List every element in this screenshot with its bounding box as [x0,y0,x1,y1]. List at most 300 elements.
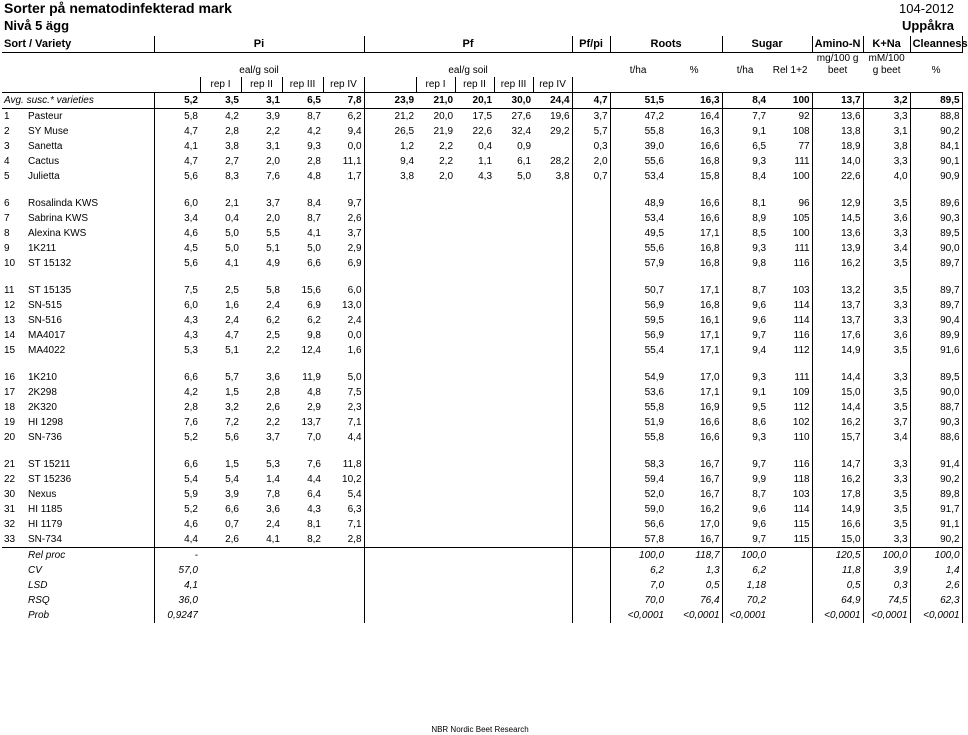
table-cell: 5,7 [225,372,239,383]
table-cell [494,298,533,313]
stats-row [2,578,962,593]
table-row [2,400,962,415]
table-cell: 2,1 [225,198,239,209]
table-cell [455,532,494,548]
table-cell: 21,0 [416,93,455,109]
table-cell: 8,9 [752,213,767,224]
table-cell [364,298,416,313]
table-cell: 54,9 [644,372,665,383]
stat-cell [572,578,610,593]
table-cell: 5,2 [184,504,198,515]
stat-cell [455,593,494,608]
variety-number: 22 [4,474,16,485]
table-cell: 8,4 [752,171,767,182]
spacer-cell [241,445,282,457]
table-cell: 111 [768,154,812,169]
spacer-cell [416,358,455,370]
table-cell [364,472,416,487]
table-cell: 4,4 [323,430,364,445]
table-row [2,472,962,487]
table-cell: 4,9 [266,258,280,269]
stat-cell [533,593,572,608]
table-cell: 91,6 [910,343,962,358]
table-cell: 13,6 [812,226,863,241]
variety-cell [2,256,154,271]
table-cell: 24,4 [533,93,572,109]
spacer-cell [282,445,323,457]
col-clean: Cleanness [910,36,962,53]
rep-label: rep I [416,77,455,93]
variety-cell [2,457,154,472]
stat-cell: 0,9247 [167,610,198,621]
table-cell [572,517,610,532]
table-cell: 103 [768,487,812,502]
table-cell: 59,4 [644,474,665,485]
table-cell: 118 [768,472,812,487]
stat-cell: 6,2 [752,565,767,576]
unit-roots-tha: t/ha [629,65,647,76]
table-cell [364,211,416,226]
table-cell [455,211,494,226]
table-cell: 15,0 [812,385,863,400]
table-cell [364,502,416,517]
table-cell: 2,3 [323,400,364,415]
table-cell: 6,1 [517,156,532,167]
stat-cell [200,608,241,623]
table-cell: 16,8 [666,241,722,256]
table-cell [572,415,610,430]
table-cell [494,517,533,532]
table-cell [572,283,610,298]
footer-credit: NBR Nordic Beet Research [431,725,529,734]
table-cell: 4,6 [184,228,198,239]
table-cell: 14,4 [812,400,863,415]
table-cell: 3,3 [863,457,910,472]
table-cell [416,328,455,343]
table-cell: 16,1 [666,313,722,328]
stat-name: CV [2,563,154,578]
stat-cell [323,578,364,593]
table-cell: 5,1 [225,345,239,356]
table-cell: 7,5 [184,285,198,296]
table-cell [533,283,572,298]
table-cell: 3,6 [863,328,910,343]
table-cell [533,385,572,400]
table-cell: 16,6 [812,517,863,532]
table-cell: 16,6 [666,430,722,445]
variety-name: Nexus [28,489,57,500]
table-cell [494,283,533,298]
spacer-cell [666,358,722,370]
table-cell: 3,5 [200,93,241,109]
table-cell [494,256,533,271]
table-cell: 7,8 [323,93,364,109]
variety-number: 21 [4,459,16,470]
stat-cell: 11,8 [812,563,863,578]
variety-number: 19 [4,417,16,428]
variety-name: Sanetta [28,141,63,152]
table-cell: 9,4 [323,124,364,139]
stats-row [2,563,962,578]
table-cell [416,502,455,517]
spacer-cell [572,358,610,370]
table-cell: 14,7 [812,457,863,472]
table-cell [455,457,494,472]
spacer-cell [364,184,416,196]
table-cell: 16,8 [666,154,722,169]
variety-number: 2 [4,126,10,137]
variety-name: SN-736 [28,432,62,443]
table-cell [416,313,455,328]
table-cell: 3,6 [266,504,280,515]
table-cell: 5,1 [266,243,280,254]
table-cell: 90,4 [910,313,962,328]
table-cell: 16,2 [812,472,863,487]
variety-name: HI 1179 [28,519,63,530]
table-cell [416,343,455,358]
variety-number: 30 [4,489,16,500]
table-cell: 7,1 [323,517,364,532]
stats-row [2,608,962,623]
spacer-cell [154,184,200,196]
table-cell: 89,8 [910,487,962,502]
variety-number: 31 [4,504,16,515]
variety-name: SN-734 [28,534,62,545]
variety-cell [2,139,154,154]
stat-cell [364,608,416,623]
table-cell [572,241,610,256]
table-cell: 16,3 [666,93,722,109]
table-cell [416,256,455,271]
table-cell [533,400,572,415]
table-cell: 56,9 [644,330,665,341]
table-row [2,283,962,298]
table-cell: 2,6 [323,211,364,226]
stat-cell: 74,5 [863,593,910,608]
table-cell: 57,9 [644,258,665,269]
table-cell: 84,1 [910,139,962,154]
variety-cell [2,328,154,343]
table-cell: 13,0 [323,298,364,313]
table-cell: 105 [768,211,812,226]
stat-cell: 0,3 [863,578,910,593]
table-cell: 7,0 [307,432,321,443]
table-cell: 17,6 [812,328,863,343]
spacer-cell [2,184,154,196]
table-cell: 3,3 [863,472,910,487]
table-cell [533,370,572,385]
table-cell: 32,4 [511,126,532,137]
table-cell: 108 [768,124,812,139]
table-cell [533,139,572,154]
table-cell [572,502,610,517]
table-cell [416,370,455,385]
table-cell: 1,5 [225,459,239,470]
table-cell: 2,7 [225,156,239,167]
spacer-cell [494,445,533,457]
table-cell: 8,7 [752,285,767,296]
table-cell: 103 [768,283,812,298]
table-cell: 16,4 [666,109,722,125]
table-cell: 1,4 [266,474,280,485]
table-cell: 16,7 [666,487,722,502]
stat-cell: 118,7 [666,548,722,564]
table-cell [494,370,533,385]
table-cell [455,502,494,517]
variety-name: SY Muse [28,126,69,137]
table-cell [416,226,455,241]
table-cell: 3,5 [863,196,910,211]
table-cell: 110 [768,430,812,445]
table-cell [455,283,494,298]
table-cell [533,256,572,271]
group-spacer [2,184,962,196]
stat-cell [241,593,282,608]
table-cell: 2,2 [266,126,280,137]
table-cell [416,400,455,415]
table-cell: 11,9 [302,372,321,383]
table-cell: 0,7 [572,169,610,184]
table-cell: 6,6 [184,372,198,383]
stat-cell: 4,1 [184,580,198,591]
table-cell [494,457,533,472]
stat-cell: <0,0001 [863,608,910,623]
table-cell: 13,7 [812,313,863,328]
variety-number: 1 [4,111,10,122]
table-cell: 57,8 [610,532,666,548]
table-cell: 14,4 [812,370,863,385]
table-cell [533,415,572,430]
spacer-cell [812,445,863,457]
table-cell: 22,6 [812,169,863,184]
table-cell [533,298,572,313]
variety-number: 17 [4,387,16,398]
table-cell: 0,3 [572,139,610,154]
stats-row [2,593,962,608]
table-cell: 2,2 [439,156,454,167]
table-cell: 56,6 [644,519,665,530]
table-cell: 6,0 [323,283,364,298]
table-cell: 4,3 [184,330,198,341]
table-cell: 3,7 [572,109,610,125]
table-cell: 7,6 [184,417,198,428]
col-sugar: Sugar [722,36,812,53]
spacer-cell [416,184,455,196]
table-row [2,196,962,211]
table-cell [533,430,572,445]
table-cell: 6,3 [323,502,364,517]
table-cell [455,487,494,502]
spacer-cell [533,445,572,457]
table-cell: 3,5 [863,256,910,271]
table-cell: 28,2 [533,154,572,169]
table-cell: 8,3 [225,171,239,182]
spacer-cell [533,184,572,196]
table-cell: 55,4 [644,345,665,356]
table-row [2,328,962,343]
table-cell: 2,8 [266,387,280,398]
table-cell: 17,1 [666,283,722,298]
table-cell: 3,1 [266,141,280,152]
variety-cell [2,154,154,169]
stat-name: Rel proc [2,548,154,564]
stat-cell [768,578,812,593]
table-cell: 3,7 [323,226,364,241]
spacer-cell [200,184,241,196]
table-cell: 17,1 [666,328,722,343]
variety-name: 2K298 [28,387,57,398]
table-cell: 1,1 [478,156,493,167]
variety-cell [2,283,154,298]
table-cell: 3,3 [863,532,910,548]
spacer-cell [722,445,768,457]
table-cell: 88,8 [910,109,962,125]
stat-cell [200,548,241,564]
table-cell [364,328,416,343]
table-cell: 5,2 [154,93,200,109]
table-cell: 3,9 [225,489,239,500]
spacer-cell [610,358,666,370]
col-variety: Sort / Variety [2,36,154,53]
stat-cell [416,563,455,578]
table-cell: 17,1 [666,343,722,358]
table-cell [455,370,494,385]
table-cell: 5,6 [184,258,198,269]
stat-cell: 1,4 [910,563,962,578]
table-cell [494,532,533,548]
spacer-cell [494,184,533,196]
table-cell [494,385,533,400]
spacer-cell [416,445,455,457]
table-cell: 3,1 [241,93,282,109]
table-cell: 5,3 [266,459,280,470]
table-cell: 3,5 [863,502,910,517]
variety-name: 1K211 [28,243,57,254]
stat-cell [323,593,364,608]
table-cell: 1,6 [225,300,239,311]
table-cell [416,211,455,226]
table-cell: 16,7 [666,457,722,472]
table-cell: 4,2 [225,111,239,122]
spacer-cell [416,271,455,283]
stat-cell [200,563,241,578]
table-cell: 13,7 [301,417,321,428]
table-cell [364,313,416,328]
table-cell: 111 [768,241,812,256]
variety-number: 32 [4,519,16,530]
table-cell: 17,8 [812,487,863,502]
variety-cell [2,169,154,184]
table-cell [494,343,533,358]
table-row [2,370,962,385]
table-cell: 2,0 [572,154,610,169]
table-cell: 0,7 [225,519,239,530]
table-cell: 3,7 [863,415,910,430]
table-cell: 100 [768,169,812,184]
report-subtitle: Nivå 5 ägg [4,18,70,33]
spacer-cell [812,184,863,196]
spacer-cell [455,358,494,370]
table-cell [455,472,494,487]
table-cell: 100 [768,93,812,109]
col-roots: Roots [610,36,722,53]
stat-cell [533,608,572,623]
table-cell: 7,1 [323,415,364,430]
table-cell [455,241,494,256]
table-cell: 8,4 [722,93,768,109]
results-table [2,36,968,623]
table-cell: 3,9 [266,111,280,122]
table-cell: 6,9 [323,256,364,271]
table-cell: 23,9 [364,93,416,109]
table-cell: 4,4 [307,474,321,485]
table-cell: 29,2 [533,124,572,139]
stat-cell [494,608,533,623]
spacer-cell [323,184,364,196]
variety-number: 7 [4,213,10,224]
table-cell [416,472,455,487]
table-cell: 90,2 [910,472,962,487]
spacer-cell [200,358,241,370]
spacer-cell [768,445,812,457]
spacer-cell [722,358,768,370]
spacer-cell [572,184,610,196]
table-cell: 13,6 [812,109,863,125]
stat-cell [416,548,455,564]
table-cell: 49,5 [644,228,665,239]
table-cell: 2,9 [323,241,364,256]
table-cell: 2,2 [439,141,454,152]
col-pi: Pi [154,36,364,53]
table-cell: 7,5 [323,385,364,400]
stat-cell: 3,9 [863,563,910,578]
table-cell: 16,3 [666,124,722,139]
table-cell [533,328,572,343]
table-cell: 53,4 [644,213,665,224]
spacer-cell [812,271,863,283]
table-cell: 4,7 [184,156,198,167]
table-cell: 6,6 [225,504,239,515]
spacer-cell [455,271,494,283]
col-amino: Amino-N [812,36,863,53]
report-title: Sorter på nematodinfekterad mark [4,0,232,16]
spacer-cell [863,184,910,196]
table-row [2,169,962,184]
stat-cell [494,563,533,578]
table-cell: 5,4 [184,474,198,485]
stat-cell [416,608,455,623]
table-cell: 2,6 [200,532,241,548]
stat-cell [241,548,282,564]
stat-cell [455,608,494,623]
stat-cell [494,593,533,608]
spacer-cell [666,445,722,457]
table-cell: 89,6 [910,196,962,211]
variety-cell [2,343,154,358]
spacer-cell [910,445,962,457]
spacer-cell [364,445,416,457]
table-cell: 4,6 [184,519,198,530]
table-cell: 9,8 [752,258,767,269]
table-cell [455,343,494,358]
table-cell: 4,7 [225,330,239,341]
unit-clean: % [931,65,941,76]
table-cell [494,226,533,241]
variety-cell [2,487,154,502]
table-cell [455,313,494,328]
spacer-cell [768,358,812,370]
table-cell: 6,4 [307,489,321,500]
